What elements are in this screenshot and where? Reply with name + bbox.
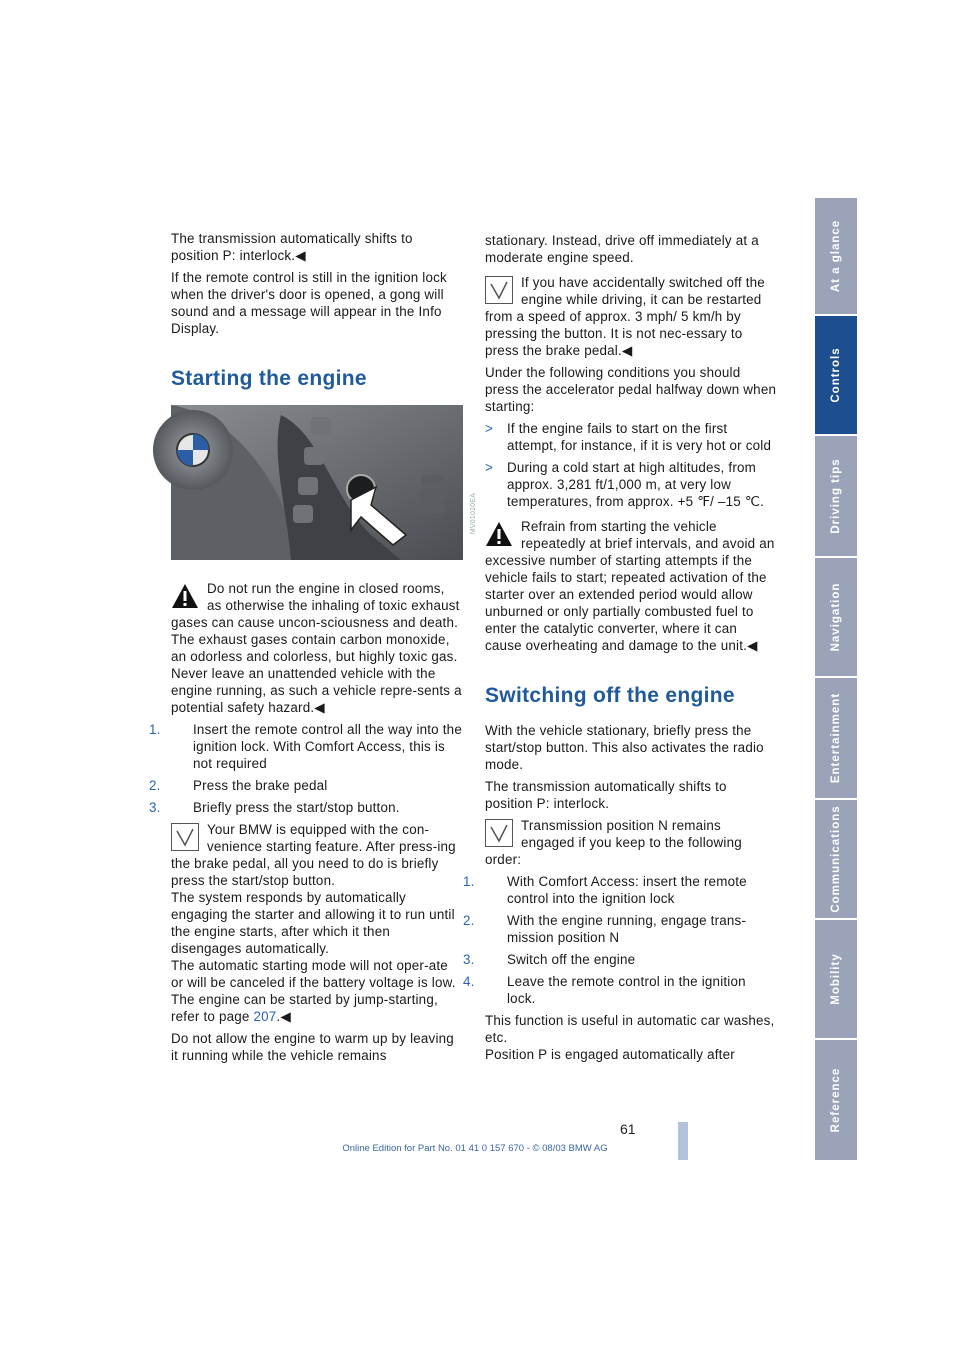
list-item	[485, 459, 777, 510]
footer	[0, 1143, 960, 1154]
section-heading: Switching off the engine	[485, 684, 735, 707]
tip-text: If you have accidentally switched off the engine while driving, it can be restarted from a speed of approx. 3 mph/ 5 km/h by pressing the button. It is not nec-essary to press the brake pedal.◀	[485, 275, 765, 358]
tab-label: Communications	[830, 805, 842, 913]
step-text: Insert the remote control all the way into the ignition lock. With Comfort Access, this is not required	[193, 722, 462, 771]
tab-reference[interactable]	[815, 1040, 857, 1160]
steps-list	[463, 873, 777, 1007]
tab-label: At a glance	[830, 219, 842, 293]
page-number: 61	[620, 1121, 636, 1137]
tip-note	[485, 274, 777, 359]
steering-wheel-photo	[171, 405, 477, 560]
bullet-marker: >	[485, 421, 494, 436]
tab-controls[interactable]	[815, 316, 857, 436]
tip-note	[171, 821, 463, 1025]
paragraph: The transmission automatically shifts to position P: interlock.	[485, 779, 727, 811]
tab-at-a-glance[interactable]	[815, 198, 857, 316]
step-text: Briefly press the start/stop button.	[193, 800, 400, 815]
list-item	[149, 799, 463, 816]
tip-check-icon	[485, 819, 513, 847]
bullet-list	[485, 420, 777, 510]
footer-text: Online Edition for Part No. 01 41 0 157 670 - © 08/03 BMW AG	[342, 1143, 608, 1154]
section-heading: Starting the engine	[171, 367, 367, 390]
list-item	[463, 912, 777, 946]
paragraph: With the vehicle stationary, briefly press the start/stop button. This also activates the radio mode.	[485, 723, 764, 772]
warning-text: Do not run the engine in closed rooms, as otherwise the inhaling of toxic exhaust gases can cause uncon-sciousness and death. The exhaust gases contain carbon monoxide, an odorless and colorless, but highly toxic gas.	[171, 581, 460, 664]
warning-text: Never leave an unattended vehicle with the engine running, as such a vehicle repre-sents a potential safety hazard.◀	[171, 666, 462, 715]
list-item	[149, 721, 463, 772]
chapter-sidebar	[815, 198, 857, 1160]
paragraph: stationary. Instead, drive off immediately at a moderate engine speed.	[485, 233, 759, 265]
tab-label: Entertainment	[830, 692, 842, 784]
step-text: With the engine running, engage trans-mission position N	[507, 913, 747, 945]
step-number: 3.	[149, 800, 161, 815]
page-marker-bar	[678, 1122, 688, 1160]
tab-navigation[interactable]	[815, 558, 857, 678]
warning-note	[485, 518, 777, 654]
bullet-marker: >	[485, 460, 494, 475]
tip-text: Your BMW is equipped with the con-venience starting feature. After press-ing the brake pedal, all you need to do is briefly press the start/stop button.	[171, 822, 456, 888]
tip-text: .◀	[276, 1009, 291, 1024]
bullet-text: If the engine fails to start on the first attempt, for instance, if it is very hot or cold	[507, 421, 772, 453]
tip-text: The automatic starting mode will not oper-ate or will be canceled if the battery voltage is low. The engine can be started by jump-starting, refer to page	[171, 958, 456, 1024]
step-text: Press the brake pedal	[193, 778, 328, 793]
tab-entertainment[interactable]	[815, 678, 857, 800]
step-number: 2.	[149, 778, 161, 793]
left-column	[149, 230, 477, 1069]
step-text: Leave the remote control in the ignition lock.	[507, 974, 746, 1006]
list-item	[485, 420, 777, 454]
step-text: With Comfort Access: insert the remote control into the ignition lock	[507, 874, 747, 906]
tab-mobility[interactable]	[815, 920, 857, 1040]
paragraph: Position P is engaged automatically after	[485, 1047, 735, 1062]
paragraph: Under the following conditions you should press the accelerator pedal halfway down when starting:	[485, 365, 777, 414]
step-number: 4.	[463, 974, 475, 989]
step-number: 3.	[463, 952, 475, 967]
list-item	[149, 777, 463, 794]
list-item	[463, 873, 777, 907]
list-item	[463, 951, 777, 968]
tab-label: Controls	[830, 347, 842, 403]
tab-communications[interactable]	[815, 800, 857, 920]
step-number: 1.	[149, 722, 161, 737]
tab-driving-tips[interactable]	[815, 436, 857, 558]
tip-check-icon	[171, 823, 199, 851]
page-link[interactable]: 207	[253, 1009, 277, 1024]
bullet-text: During a cold start at high altitudes, from approx. 3,281 ft/1,000 m, at very low temperatures, from approx. +5 ℉/ –15 ℃.	[507, 460, 765, 509]
step-number: 2.	[463, 913, 475, 928]
tab-label: Navigation	[830, 582, 842, 652]
warning-triangle-icon	[485, 520, 513, 548]
paragraph: Do not allow the engine to warm up by leaving it running while the vehicle remains	[171, 1031, 454, 1063]
warning-triangle-icon	[171, 582, 199, 610]
tab-label: Driving tips	[830, 458, 842, 534]
tip-text: Transmission position N remains engaged if you keep to the following order:	[485, 818, 742, 867]
photo-code: MV01010EA	[470, 493, 477, 535]
paragraph: If the remote control is still in the ignition lock when the driver's door is opened, a gong will sound and a message will appear in the Info Display.	[171, 270, 447, 336]
steering-wheel-illustration	[171, 405, 463, 560]
step-text: Switch off the engine	[507, 952, 636, 967]
tip-note	[485, 817, 777, 868]
steps-list	[149, 721, 463, 816]
warning-note	[171, 580, 463, 716]
paragraph: This function is useful in automatic car washes, etc.	[485, 1013, 775, 1045]
warning-text: Refrain from starting the vehicle repeatedly at brief intervals, and avoid an excessive number of starting attempts if the vehicle fails to start; repeated activation of the starter over an extended period would allow unburned or only partially combusted fuel to enter the catalytic converter, where it can cause overheating and damage to the unit.◀	[485, 519, 775, 653]
tab-label: Reference	[830, 1067, 842, 1133]
tip-check-icon	[485, 276, 513, 304]
list-item	[463, 973, 777, 1007]
paragraph: The transmission automatically shifts to position P: interlock.◀	[171, 231, 413, 263]
tip-text: The system responds by automatically engaging the starter and allowing it to run until the engine starts, after which it then disengages automatically.	[171, 890, 455, 956]
step-number: 1.	[463, 874, 475, 889]
tab-label: Mobility	[830, 953, 842, 1005]
